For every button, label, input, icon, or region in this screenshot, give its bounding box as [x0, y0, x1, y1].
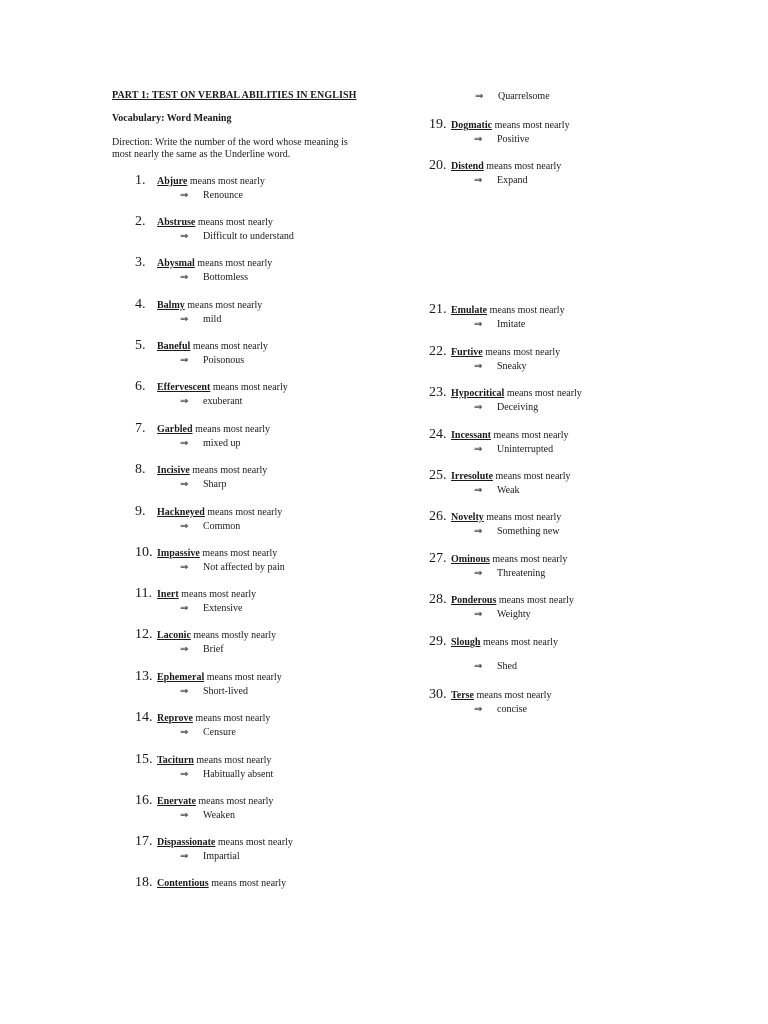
question-item — [429, 344, 709, 374]
answer-text: Extensive — [203, 603, 243, 614]
arrow-icon: ⇒ — [474, 568, 483, 579]
question-number: 6. — [135, 379, 146, 394]
section-subtitle: Vocabulary: Word Meaning — [112, 113, 232, 124]
answer-text: Not affected by pain — [203, 562, 285, 573]
target-word: Irresolute — [451, 471, 494, 482]
arrow-icon: ⇒ — [474, 319, 483, 330]
question-text — [451, 637, 558, 649]
question-item — [135, 834, 415, 864]
question-item — [429, 592, 709, 622]
arrow-icon: ⇒ — [475, 91, 484, 102]
question-number: 23. — [429, 385, 447, 400]
question-text — [157, 672, 282, 684]
target-word: Balmy — [157, 300, 185, 311]
target-word: Distend — [451, 161, 484, 172]
answer-row — [135, 520, 415, 534]
question-number: 15. — [135, 752, 153, 767]
arrow-icon: ⇒ — [474, 661, 483, 672]
answer-text: Expand — [497, 175, 528, 186]
answer-text: Short-lived — [203, 686, 248, 697]
target-word: Terse — [451, 690, 474, 701]
question-item — [135, 173, 415, 203]
target-word: Hackneyed — [157, 507, 205, 518]
question-phrase: means most nearly — [194, 258, 273, 269]
question-text — [451, 305, 565, 317]
question-phrase: means most nearly — [483, 512, 562, 523]
question-phrase: means most nearly — [195, 796, 274, 807]
answer-row — [135, 809, 415, 823]
answer-row — [135, 395, 415, 409]
question-phrase: means most nearly — [195, 217, 273, 228]
answer-text: Impartial — [203, 851, 240, 862]
target-word: Emulate — [451, 305, 488, 316]
answer-row — [135, 230, 415, 244]
answer-row — [135, 437, 415, 451]
answer-text: Threatening — [497, 568, 546, 579]
target-word: Furtive — [451, 347, 483, 358]
question-number: 8. — [135, 462, 146, 477]
arrow-icon: ⇒ — [474, 704, 483, 715]
answer-text: Bottomless — [203, 272, 249, 283]
arrow-icon: ⇒ — [180, 769, 189, 780]
question-text — [451, 595, 574, 607]
question-item — [135, 586, 415, 616]
question-text — [157, 507, 282, 519]
question-number: 22. — [429, 344, 447, 359]
question-item — [135, 255, 415, 285]
answer-row — [135, 189, 415, 203]
question-item — [429, 158, 709, 188]
question-number: 29. — [429, 634, 447, 649]
target-word: Abjure — [157, 176, 188, 187]
question-phrase: means most nearly — [491, 430, 569, 441]
question-text — [157, 755, 271, 767]
answer-row — [429, 318, 709, 332]
question-phrase: means most nearly — [215, 837, 293, 848]
answer-text: Difficult to understand — [203, 231, 294, 242]
target-word: Dispassionate — [157, 837, 216, 848]
target-word: Laconic — [157, 630, 191, 641]
target-word: Abysmal — [157, 258, 195, 269]
question-phrase: means mostly nearly — [190, 630, 277, 641]
question-item — [429, 385, 709, 415]
target-word: Effervescent — [157, 382, 211, 393]
question-item — [429, 117, 709, 147]
question-number: 4. — [135, 297, 146, 312]
target-word: Baneful — [157, 341, 191, 352]
arrow-icon: ⇒ — [180, 851, 189, 862]
answer-text: Brief — [203, 644, 224, 655]
answer-row — [429, 567, 709, 581]
question-item — [429, 509, 709, 539]
answer-row — [135, 561, 415, 575]
question-phrase: means most nearly — [192, 424, 271, 435]
question-phrase: means most nearly — [483, 161, 562, 172]
question-number: 12. — [135, 627, 153, 642]
target-word: Taciturn — [157, 755, 194, 766]
question-text — [157, 589, 256, 601]
arrow-icon: ⇒ — [180, 396, 189, 407]
arrow-icon: ⇒ — [180, 190, 189, 201]
question-text — [157, 424, 270, 436]
answer-row — [429, 174, 709, 188]
target-word: Dogmatic — [451, 120, 493, 131]
question-phrase: means most nearly — [210, 382, 288, 393]
answer-text: Imitate — [497, 319, 526, 330]
question-number: 26. — [429, 509, 447, 524]
answer-text: Habitually absent — [203, 769, 274, 780]
question-phrase: means most nearly — [492, 120, 570, 131]
question-text — [451, 161, 561, 173]
question-phrase: means most nearly — [190, 341, 268, 352]
target-word: Contentious — [157, 878, 209, 889]
question-phrase: means most nearly — [493, 471, 571, 482]
question-number: 25. — [429, 468, 447, 483]
answer-text: Weak — [497, 485, 520, 496]
question-phrase: means most nearly — [482, 347, 561, 358]
question-number: 28. — [429, 592, 447, 607]
question-item — [135, 421, 415, 451]
target-word: Incessant — [451, 430, 492, 441]
arrow-icon: ⇒ — [474, 609, 483, 620]
question-text — [157, 217, 273, 229]
answer-row — [135, 643, 415, 657]
question-item — [429, 468, 709, 498]
question-phrase: means most nearly — [208, 878, 287, 889]
question-item — [135, 752, 415, 782]
question-number: 7. — [135, 421, 146, 436]
answer-text: mild — [203, 314, 222, 325]
question-phrase: means most nearly — [480, 637, 558, 648]
target-word: Garbled — [157, 424, 193, 435]
target-word: Abstruse — [157, 217, 196, 228]
question-phrase: means most nearly — [487, 305, 565, 316]
question-text — [451, 388, 582, 400]
arrow-icon: ⇒ — [180, 686, 189, 697]
question-text — [157, 713, 270, 725]
question-item — [429, 687, 709, 717]
arrow-icon: ⇒ — [180, 603, 189, 614]
answer-text: Positive — [497, 134, 530, 145]
target-word: Novelty — [451, 512, 484, 523]
answer-row — [429, 608, 709, 622]
arrow-icon: ⇒ — [474, 361, 483, 372]
question-number: 16. — [135, 793, 153, 808]
question-number: 24. — [429, 427, 447, 442]
arrow-icon: ⇒ — [180, 727, 189, 738]
question-phrase: means most nearly — [178, 589, 257, 600]
target-word: Ominous — [451, 554, 490, 565]
answer-row — [429, 133, 709, 147]
question-text — [157, 382, 288, 394]
answer-text: Weaken — [203, 810, 235, 821]
target-word: Reprove — [157, 713, 193, 724]
target-word: Inert — [157, 589, 179, 600]
arrow-icon: ⇒ — [474, 485, 483, 496]
answer-row — [429, 703, 709, 717]
question-number: 21. — [429, 302, 447, 317]
question-text — [157, 837, 293, 849]
question-phrase: means most nearly — [204, 507, 283, 518]
question-text — [157, 465, 267, 477]
arrow-icon: ⇒ — [474, 134, 483, 145]
answer-row — [135, 850, 415, 864]
answer-text: Weighty — [497, 609, 531, 620]
answer-row — [135, 685, 415, 699]
question-number: 10. — [135, 545, 153, 560]
arrow-icon: ⇒ — [180, 438, 189, 449]
question-item — [135, 214, 415, 244]
question-text — [157, 300, 262, 312]
answer-text: Sneaky — [497, 361, 527, 372]
question-item — [135, 504, 415, 534]
answer-row — [135, 478, 415, 492]
answer-text: Censure — [203, 727, 236, 738]
question-number: 13. — [135, 669, 153, 684]
question-phrase: means most nearly — [189, 465, 268, 476]
question-phrase: means most nearly — [193, 755, 272, 766]
answer-text: Shed — [497, 661, 517, 672]
question-number: 9. — [135, 504, 146, 519]
answer-text: mixed up — [203, 438, 241, 449]
directions-text: Direction: Write the number of the word whose meaning is most nearly the same as the Underline word. — [112, 137, 348, 160]
question-item — [135, 710, 415, 740]
question-text — [157, 548, 277, 560]
question-number: 20. — [429, 158, 447, 173]
question-phrase: means most nearly — [187, 176, 265, 187]
question-item — [135, 669, 415, 699]
answer-text: exuberant — [203, 396, 243, 407]
answer-row — [135, 354, 415, 368]
answer-text: Quarrelsome — [498, 91, 550, 102]
question-item — [135, 379, 415, 409]
arrow-icon: ⇒ — [180, 355, 189, 366]
carry-over-answer — [430, 90, 630, 104]
answer-text: Deceiving — [497, 402, 539, 413]
answer-row — [135, 313, 415, 327]
question-text — [157, 630, 276, 642]
question-text — [157, 878, 286, 890]
question-item — [135, 545, 415, 575]
answer-row — [429, 401, 709, 415]
target-word: Hypocritical — [451, 388, 505, 399]
question-item — [429, 634, 709, 674]
question-number: 27. — [429, 551, 447, 566]
answer-text: concise — [497, 704, 527, 715]
question-number: 5. — [135, 338, 146, 353]
question-number: 19. — [429, 117, 447, 132]
question-number: 17. — [135, 834, 153, 849]
question-number: 2. — [135, 214, 146, 229]
question-text — [451, 430, 569, 442]
arrow-icon: ⇒ — [180, 810, 189, 821]
question-number: 14. — [135, 710, 153, 725]
question-text — [157, 258, 272, 270]
target-word: Ephemeral — [157, 672, 205, 683]
question-item — [135, 793, 415, 823]
answer-row — [429, 360, 709, 374]
question-number: 18. — [135, 875, 153, 890]
question-text — [451, 512, 561, 524]
arrow-icon: ⇒ — [180, 562, 189, 573]
arrow-icon: ⇒ — [474, 402, 483, 413]
arrow-icon: ⇒ — [180, 231, 189, 242]
question-phrase: means most nearly — [489, 554, 568, 565]
answer-text: Common — [203, 521, 241, 532]
answer-row — [429, 660, 709, 674]
arrow-icon: ⇒ — [474, 444, 483, 455]
arrow-icon: ⇒ — [180, 521, 189, 532]
question-text — [157, 176, 265, 188]
question-phrase: means most nearly — [184, 300, 263, 311]
answer-row — [135, 726, 415, 740]
question-item — [135, 338, 415, 368]
question-phrase: means most nearly — [473, 690, 552, 701]
question-item — [135, 462, 415, 492]
question-number: 3. — [135, 255, 146, 270]
question-text — [451, 471, 571, 483]
question-item — [429, 551, 709, 581]
page-title: PART 1: TEST ON VERBAL ABILITIES IN ENGLISH — [112, 90, 357, 101]
question-text — [451, 690, 551, 702]
question-item — [135, 875, 415, 891]
target-word: Impassive — [157, 548, 200, 559]
question-text — [451, 554, 567, 566]
question-number: 30. — [429, 687, 447, 702]
target-word: Enervate — [157, 796, 196, 807]
answer-text: Something new — [497, 526, 560, 537]
arrow-icon: ⇒ — [180, 479, 189, 490]
question-text — [451, 120, 570, 132]
question-item — [429, 427, 709, 457]
question-phrase: means most nearly — [496, 595, 574, 606]
answer-row — [429, 484, 709, 498]
question-number: 11. — [135, 586, 152, 601]
question-text — [451, 347, 560, 359]
answer-text: Sharp — [203, 479, 227, 490]
answer-text: Renounce — [203, 190, 243, 201]
question-phrase: means most nearly — [204, 672, 282, 683]
question-item — [135, 297, 415, 327]
answer-row — [429, 525, 709, 539]
target-word: Incisive — [157, 465, 190, 476]
question-phrase: means most nearly — [504, 388, 582, 399]
arrow-icon: ⇒ — [180, 272, 189, 283]
question-phrase: means most nearly — [199, 548, 278, 559]
arrow-icon: ⇒ — [474, 175, 483, 186]
question-text — [157, 341, 268, 353]
answer-row — [135, 271, 415, 285]
answer-row — [135, 768, 415, 782]
question-text — [157, 796, 273, 808]
arrow-icon: ⇒ — [474, 526, 483, 537]
arrow-icon: ⇒ — [180, 314, 189, 325]
question-phrase: means most nearly — [192, 713, 271, 724]
target-word: Ponderous — [451, 595, 497, 606]
question-item — [135, 627, 415, 657]
arrow-icon: ⇒ — [180, 644, 189, 655]
answer-row — [429, 443, 709, 457]
answer-text: Uninterrupted — [497, 444, 554, 455]
answer-text: Poisonous — [203, 355, 245, 366]
answer-row — [135, 602, 415, 616]
question-number: 1. — [135, 173, 146, 188]
question-item — [429, 302, 709, 332]
target-word: Slough — [451, 637, 481, 648]
